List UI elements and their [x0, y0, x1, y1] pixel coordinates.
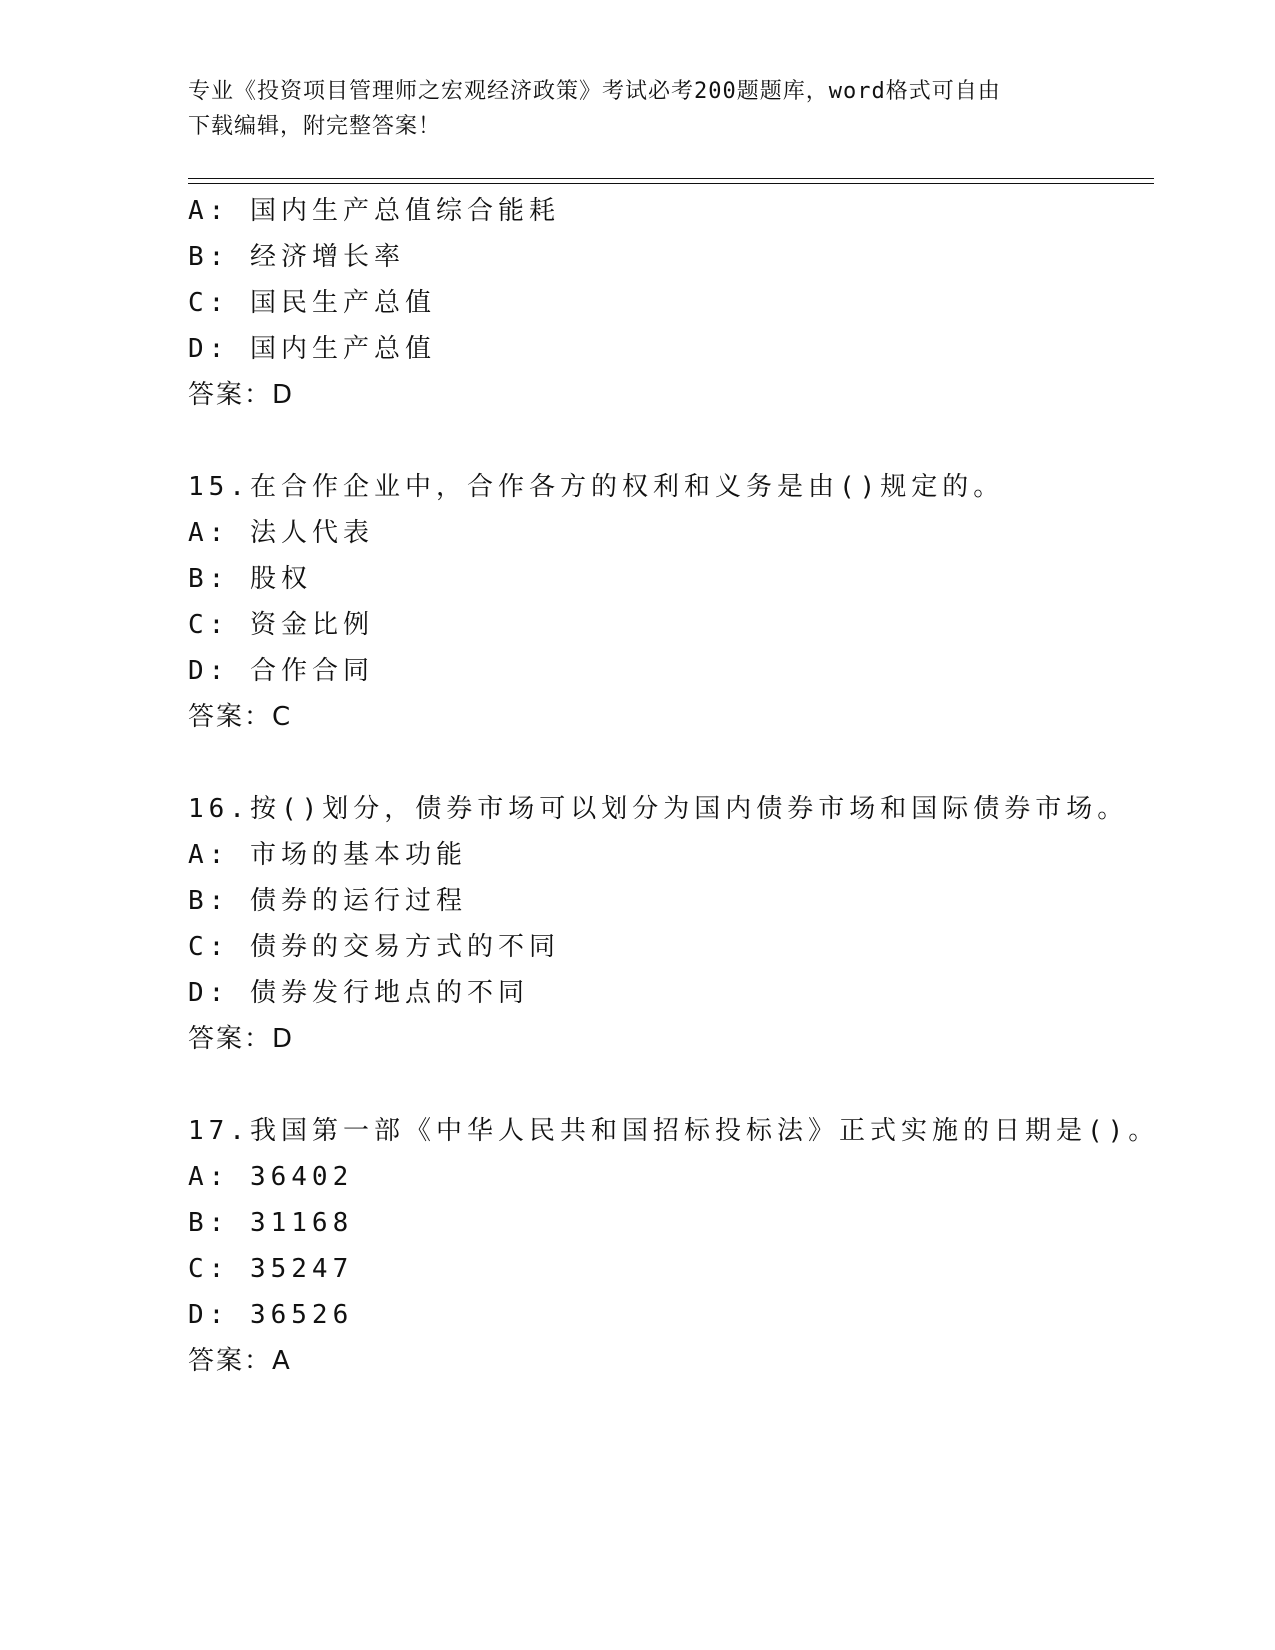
block-spacer [188, 740, 1154, 786]
answer-line: 答案：C [188, 702, 293, 732]
answer-line: 答案：D [188, 1024, 295, 1054]
answer-line: 答案：A [188, 1346, 292, 1376]
header-line-2: 下载编辑，附完整答案！ [188, 114, 442, 139]
option-a: A: 市场的基本功能 [188, 840, 467, 870]
question-block-17 [188, 1108, 1160, 1384]
answer-line: 答案：D [188, 380, 295, 410]
option-d: D: 36526 [188, 1300, 354, 1330]
block-spacer [188, 1062, 1154, 1108]
document-header [188, 74, 1068, 144]
header-line-1: 专业《投资项目管理师之宏观经济政策》考试必考200题题库，word格式可自由 [188, 79, 1001, 104]
option-c: C: 债券的交易方式的不同 [188, 932, 560, 962]
option-a: A: 国内生产总值综合能耗 [188, 196, 560, 226]
header-divider-top [188, 178, 1154, 179]
question-text: 17.我国第一部《中华人民共和国招标投标法》正式实施的日期是()。 [188, 1116, 1160, 1146]
question-block-16 [188, 786, 1154, 1062]
question-block-14 [188, 188, 1154, 418]
option-b: B: 31168 [188, 1208, 354, 1238]
option-a: A: 法人代表 [188, 518, 374, 548]
header-divider-bottom [188, 183, 1154, 184]
question-list [188, 188, 1160, 1384]
option-d: D: 国内生产总值 [188, 334, 436, 364]
option-c: C: 35247 [188, 1254, 354, 1284]
option-b: B: 债券的运行过程 [188, 886, 467, 916]
option-b: B: 经济增长率 [188, 242, 405, 272]
option-b: B: 股权 [188, 564, 312, 594]
option-d: D: 债券发行地点的不同 [188, 978, 529, 1008]
question-text: 15.在合作企业中，合作各方的权利和义务是由()规定的。 [188, 472, 1005, 502]
option-a: A: 36402 [188, 1162, 354, 1192]
question-block-15 [188, 464, 1154, 740]
option-c: C: 资金比例 [188, 610, 374, 640]
option-c: C: 国民生产总值 [188, 288, 436, 318]
question-text: 16.按()划分，债券市场可以划分为国内债券市场和国际债券市场。 [188, 794, 1129, 824]
option-d: D: 合作合同 [188, 656, 374, 686]
block-spacer [188, 418, 1154, 464]
